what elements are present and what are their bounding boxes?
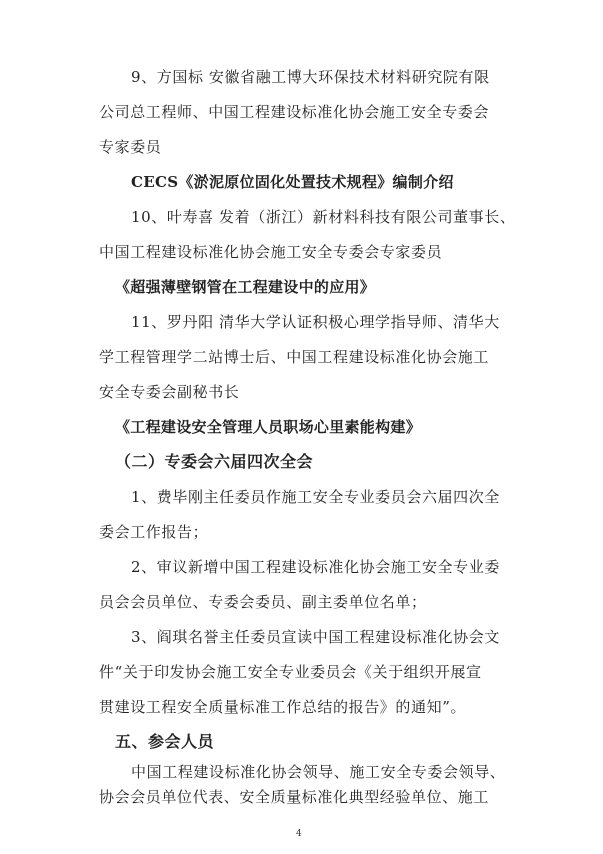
agenda-item-1-line-2: 委会工作报告； <box>99 523 209 541</box>
expert-11-line-3: 安全专委会副秘书长 <box>99 383 240 401</box>
talk-title-11: 《工程建设安全管理人员职场心里素能构建》 <box>115 418 422 436</box>
participants-line-1: 中国工程建设标准化协会领导、施工安全专委会领导、 <box>131 763 506 781</box>
expert-11-line-2: 学工程管理学二站博士后、中国工程建设标准化协会施工 <box>99 348 490 366</box>
expert-9-line-2: 公司总工程师、中国工程建设标准化协会施工安全专委会 <box>99 103 490 121</box>
section-heading-participants: 五、参会人员 <box>115 732 215 751</box>
talk-title-9: CECS《淤泥原位固化处置技术规程》编制介绍 <box>131 173 454 191</box>
expert-10-line-2: 中国工程建设标准化协会施工安全专委会专家委员 <box>99 243 443 261</box>
expert-9-line-1: 9、方国标 安徽省融工博大环保技术材料研究院有限 <box>131 68 490 86</box>
expert-9-line-3: 专家委员 <box>99 138 162 156</box>
talk-title-10: 《超强薄壁钢管在工程建设中的应用》 <box>115 278 376 296</box>
page-number: 4 <box>296 829 302 839</box>
agenda-item-3-line-2: 件“关于印发协会施工安全专业委员会《关于组织开展宣 <box>99 663 482 681</box>
agenda-item-2-line-1: 2、审议新增中国工程建设标准化协会施工安全专业委 <box>131 558 500 576</box>
expert-11-line-1: 11、罗丹阳 清华大学认证积极心理学指导师、清华大 <box>131 313 500 331</box>
agenda-item-3-line-1: 3、阎琪名誉主任委员宣读中国工程建设标准化协会文 <box>131 628 500 646</box>
section-heading-plenary: （二）专委会六届四次全会 <box>115 452 314 471</box>
agenda-item-3-line-3: 贯建设工程安全质量标准工作总结的报告》的通知”。 <box>99 698 467 716</box>
agenda-item-1-line-1: 1、费毕刚主任委员作施工安全专业委员会六届四次全 <box>131 488 500 506</box>
agenda-item-2-line-2: 员会会员单位、专委会委员、副主委单位名单； <box>99 593 427 611</box>
participants-line-2: 协会会员单位代表、安全质量标准化典型经验单位、施工 <box>99 788 490 806</box>
expert-10-line-1: 10、叶寿喜 发着（浙江）新材料科技有限公司董事长、 <box>131 208 516 226</box>
